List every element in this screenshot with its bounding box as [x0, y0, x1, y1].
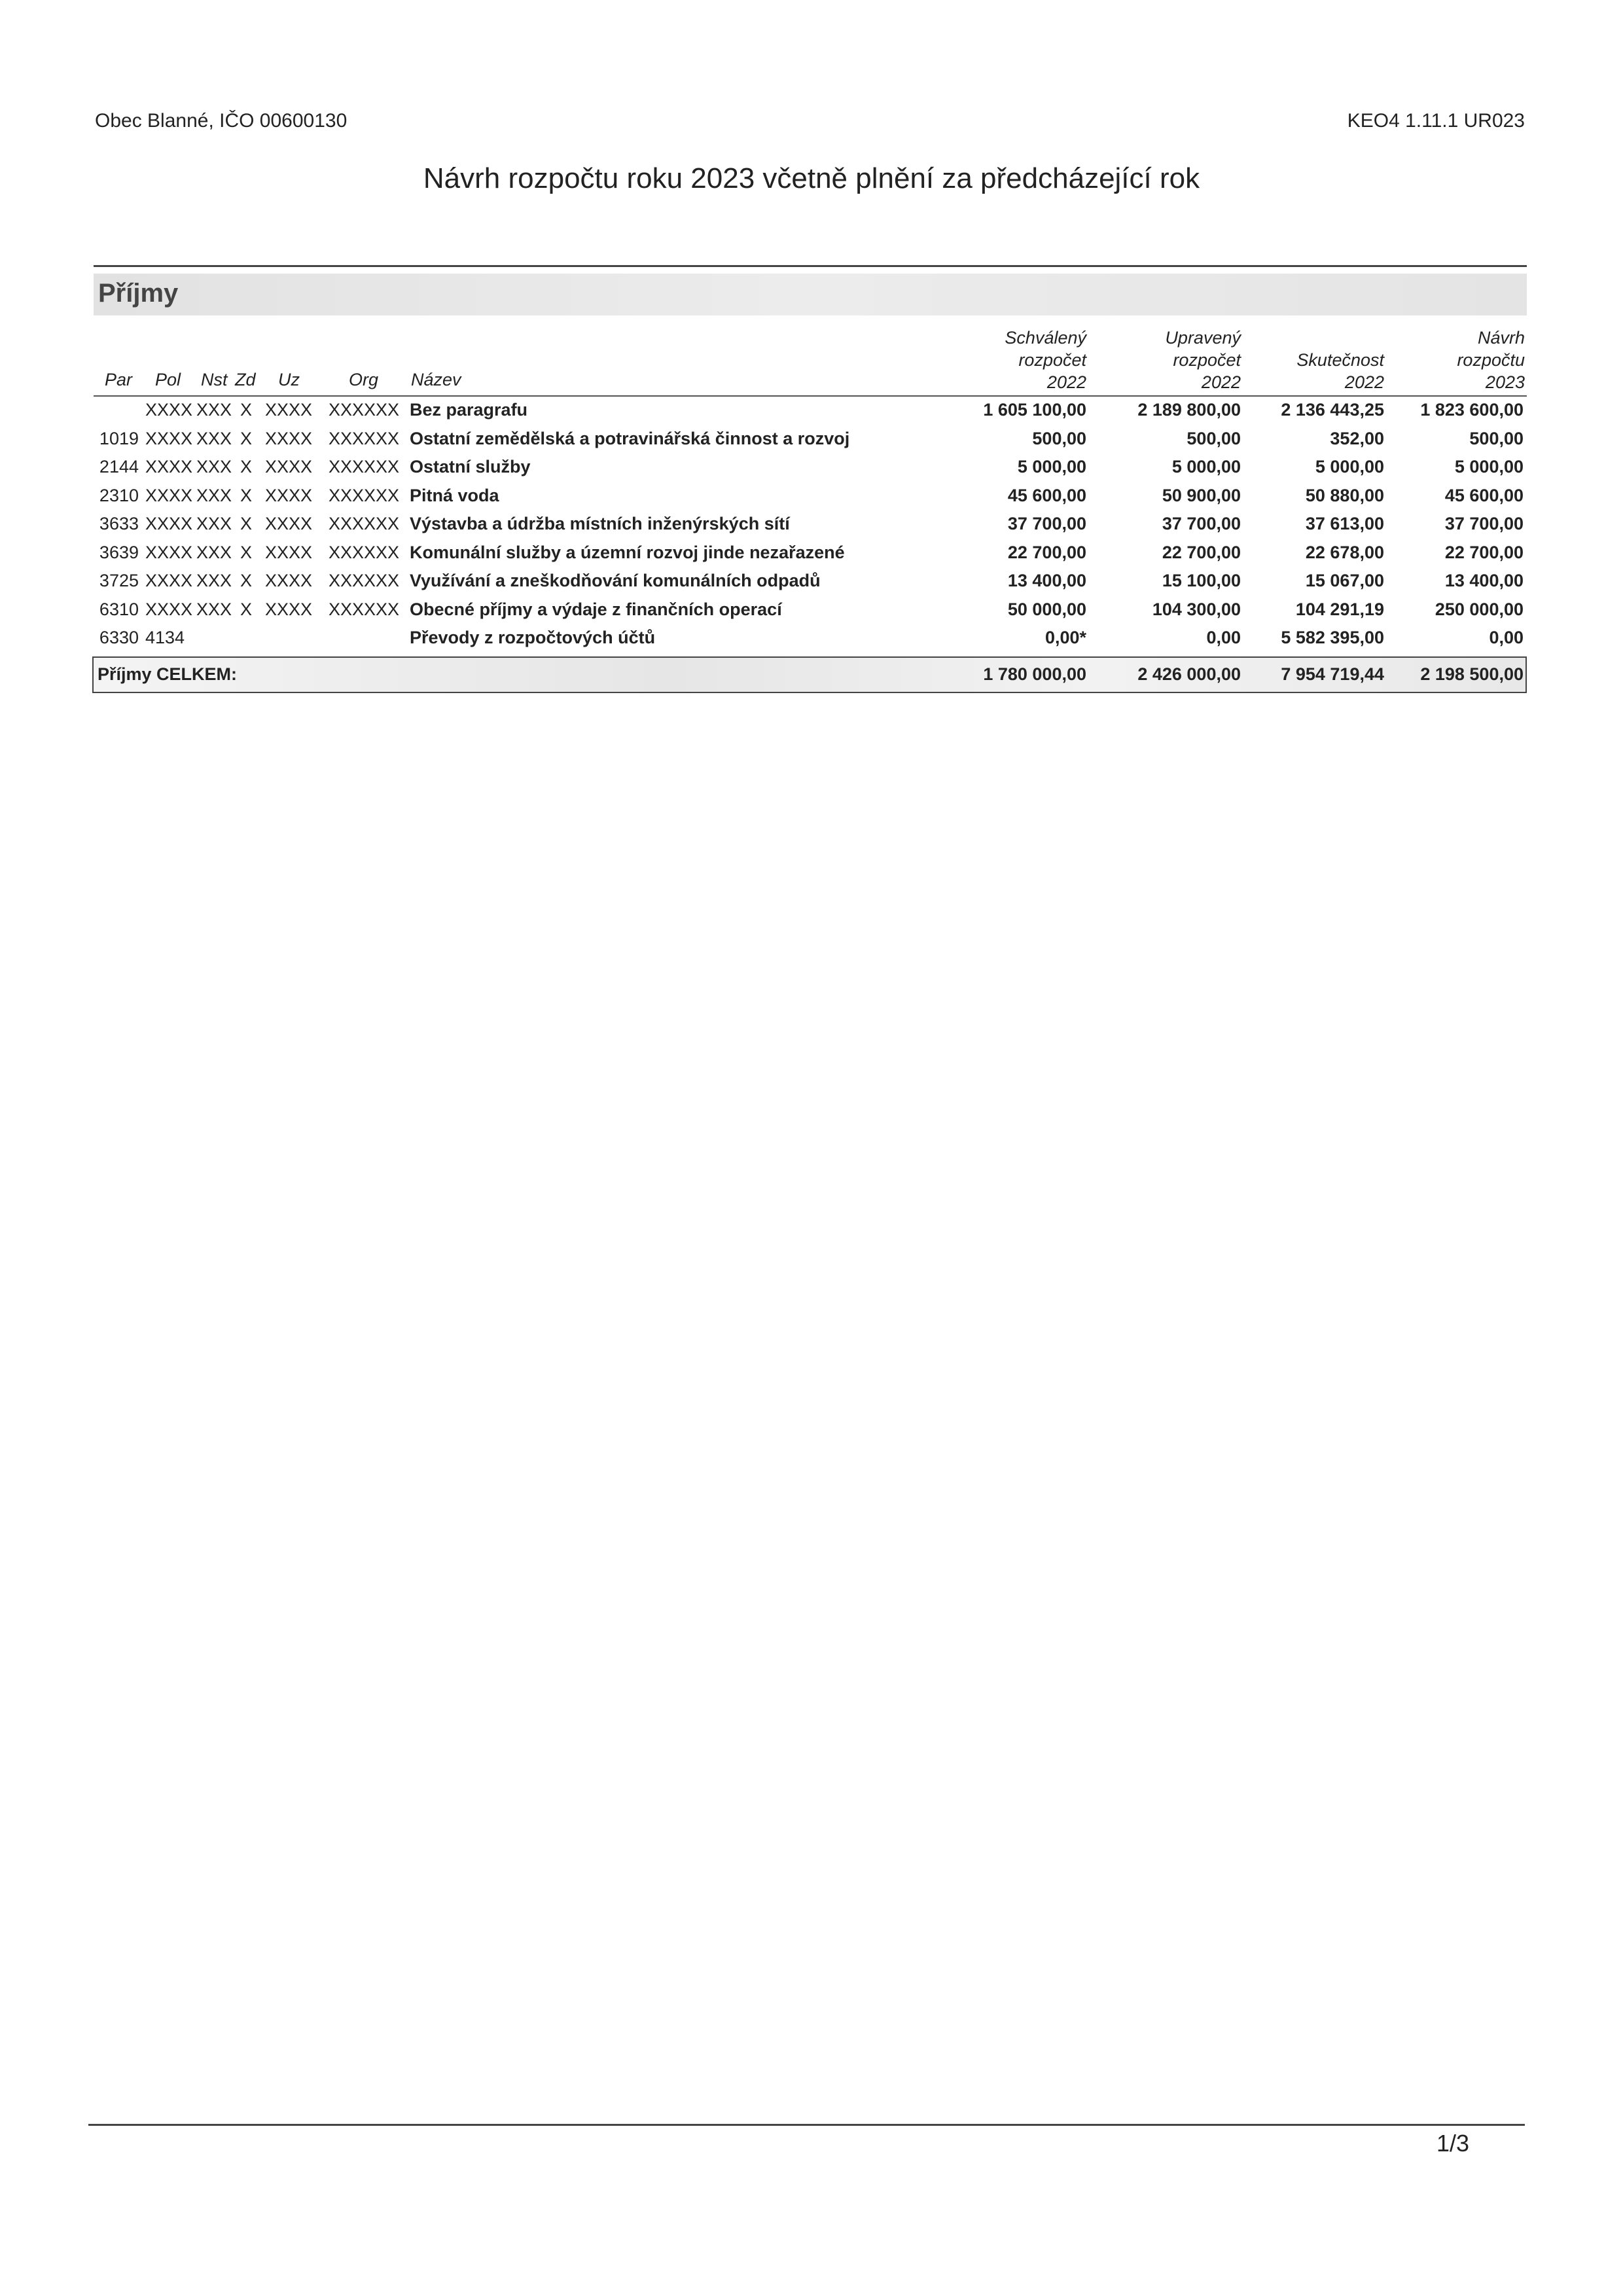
organization-header: Obec Blanné, IČO 00600130 — [95, 110, 348, 132]
row-uz-cell: XXXX — [265, 400, 313, 420]
row-upraveny-cell: 15 100,00 — [1162, 571, 1241, 590]
top-divider — [94, 265, 1527, 267]
row-navrh-cell: 500,00 — [1469, 428, 1524, 448]
row-org-cell: XXXXXX — [329, 457, 400, 476]
row-schvaleny-cell: 1 605 100,00 — [983, 400, 1086, 420]
row-par-cell: 3639 — [99, 542, 139, 562]
row-pol-cell: XXXX — [145, 457, 193, 476]
row-pol-cell: XXXX — [145, 542, 193, 562]
col-par: Par — [105, 370, 133, 389]
row-pol-cell: XXXX — [145, 485, 193, 505]
row-org-cell: XXXXXX — [329, 400, 400, 420]
row-par-cell: 1019 — [99, 428, 139, 448]
row-skutecnost-cell: 104 291,19 — [1295, 599, 1384, 619]
row-pol-cell: 4134 — [145, 628, 185, 647]
row-uz-cell: XXXX — [265, 514, 313, 533]
row-zd-cell: X — [240, 457, 253, 476]
row-upraveny-cell: 50 900,00 — [1162, 485, 1241, 505]
row-schvaleny-cell: 0,00* — [1044, 628, 1086, 647]
row-par-cell: 6330 — [99, 628, 139, 647]
row-schvaleny-cell: 5 000,00 — [1017, 457, 1086, 476]
col-org: Org — [349, 370, 379, 389]
row-skutecnost-cell: 5 000,00 — [1315, 457, 1384, 476]
total-label: Příjmy CELKEM: — [98, 664, 238, 684]
header-divider — [94, 395, 1527, 397]
row-zd-cell: X — [240, 428, 253, 448]
col-nst: Nst — [201, 370, 228, 389]
row-nst-cell: XXX — [196, 457, 232, 476]
row-org-cell: XXXXXX — [329, 428, 400, 448]
row-nst-cell: XXX — [196, 571, 232, 590]
row-schvaleny-cell: 22 700,00 — [1007, 542, 1086, 562]
row-pol-cell: XXXX — [145, 571, 193, 590]
row-nazev-cell: Ostatní služby — [410, 457, 531, 476]
row-schvaleny-cell: 50 000,00 — [1007, 599, 1086, 619]
row-schvaleny-cell: 13 400,00 — [1007, 571, 1086, 590]
row-nst-cell: XXX — [196, 400, 232, 420]
row-skutecnost-cell: 22 678,00 — [1305, 542, 1384, 562]
row-navrh-cell: 0,00 — [1489, 628, 1524, 647]
row-org-cell: XXXXXX — [329, 599, 400, 619]
col-upraveny-header: Upravený rozpočet 2022 — [1165, 328, 1241, 392]
row-skutecnost-cell: 352,00 — [1330, 428, 1384, 448]
total-upraveny: 2 426 000,00 — [1137, 664, 1241, 684]
row-uz-cell: XXXX — [265, 485, 313, 505]
row-par-cell: 2310 — [99, 485, 139, 505]
row-upraveny-cell: 500,00 — [1186, 428, 1241, 448]
row-nazev-cell: Využívání a zneškodňování komunálních odpadů — [410, 571, 821, 590]
row-nazev-cell: Ostatní zemědělská a potravinářská činnost a rozvoj — [410, 428, 850, 448]
section-title: Příjmy — [98, 279, 179, 308]
col-uz: Uz — [278, 370, 300, 389]
row-nst-cell: XXX — [196, 542, 232, 562]
row-org-cell: XXXXXX — [329, 485, 400, 505]
col-zd: Zd — [235, 370, 256, 389]
footer-divider — [88, 2124, 1525, 2126]
row-par-cell: 2144 — [99, 457, 139, 476]
section-bar — [94, 274, 1527, 315]
row-pol-cell: XXXX — [145, 428, 193, 448]
row-pol-cell: XXXX — [145, 400, 193, 420]
row-upraveny-cell: 5 000,00 — [1171, 457, 1241, 476]
report-code: KEO4 1.11.1 UR023 — [1347, 110, 1525, 132]
row-upraveny-cell: 0,00 — [1206, 628, 1241, 647]
row-skutecnost-cell: 50 880,00 — [1305, 485, 1384, 505]
row-zd-cell: X — [240, 400, 253, 420]
row-org-cell: XXXXXX — [329, 571, 400, 590]
row-nazev-cell: Bez paragrafu — [410, 400, 528, 420]
row-nazev-cell: Výstavba a údržba místních inženýrských sítí — [410, 514, 790, 533]
row-upraveny-cell: 22 700,00 — [1162, 542, 1241, 562]
col-nazev: Název — [411, 370, 461, 389]
total-schvaleny: 1 780 000,00 — [983, 664, 1086, 684]
row-pol-cell: XXXX — [145, 514, 193, 533]
row-uz-cell: XXXX — [265, 542, 313, 562]
row-nazev-cell: Pitná voda — [410, 485, 499, 505]
row-schvaleny-cell: 500,00 — [1032, 428, 1086, 448]
col-navrh-header: Návrh rozpočtu 2023 — [1457, 328, 1525, 392]
row-org-cell: XXXXXX — [329, 542, 400, 562]
row-skutecnost-cell: 37 613,00 — [1305, 514, 1384, 533]
row-schvaleny-cell: 37 700,00 — [1007, 514, 1086, 533]
row-skutecnost-cell: 2 136 443,25 — [1281, 400, 1384, 420]
row-nst-cell: XXX — [196, 514, 232, 533]
page-title: Návrh rozpočtu roku 2023 včetně plnění za předcházející rok — [423, 162, 1200, 194]
row-par-cell: 3725 — [99, 571, 139, 590]
row-zd-cell: X — [240, 485, 253, 505]
row-navrh-cell: 22 700,00 — [1444, 542, 1524, 562]
row-nst-cell: XXX — [196, 485, 232, 505]
row-uz-cell: XXXX — [265, 457, 313, 476]
row-navrh-cell: 13 400,00 — [1444, 571, 1524, 590]
row-pol-cell: XXXX — [145, 599, 193, 619]
row-upraveny-cell: 2 189 800,00 — [1137, 400, 1241, 420]
row-org-cell: XXXXXX — [329, 514, 400, 533]
page-number: 1/3 — [1436, 2130, 1470, 2157]
row-par-cell: 3633 — [99, 514, 139, 533]
row-nazev-cell: Obecné příjmy a výdaje z finančních operací — [410, 599, 782, 619]
row-upraveny-cell: 104 300,00 — [1152, 599, 1241, 619]
row-navrh-cell: 1 823 600,00 — [1420, 400, 1524, 420]
row-zd-cell: X — [240, 571, 253, 590]
total-navrh: 2 198 500,00 — [1420, 664, 1524, 684]
col-schvaleny-header: Schválený rozpočet 2022 — [1005, 328, 1086, 392]
row-skutecnost-cell: 15 067,00 — [1305, 571, 1384, 590]
row-nst-cell: XXX — [196, 428, 232, 448]
row-zd-cell: X — [240, 542, 253, 562]
row-uz-cell: XXXX — [265, 571, 313, 590]
row-navrh-cell: 37 700,00 — [1444, 514, 1524, 533]
row-par-cell: 6310 — [99, 599, 139, 619]
row-nst-cell: XXX — [196, 599, 232, 619]
row-nazev-cell: Komunální služby a územní rozvoj jinde nezařazené — [410, 542, 845, 562]
row-navrh-cell: 250 000,00 — [1435, 599, 1524, 619]
row-zd-cell: X — [240, 599, 253, 619]
col-pol: Pol — [155, 370, 181, 389]
row-zd-cell: X — [240, 514, 253, 533]
row-navrh-cell: 5 000,00 — [1454, 457, 1524, 476]
row-nazev-cell: Převody z rozpočtových účtů — [410, 628, 656, 647]
row-upraveny-cell: 37 700,00 — [1162, 514, 1241, 533]
row-schvaleny-cell: 45 600,00 — [1007, 485, 1086, 505]
row-skutecnost-cell: 5 582 395,00 — [1281, 628, 1384, 647]
row-uz-cell: XXXX — [265, 428, 313, 448]
total-skutecnost: 7 954 719,44 — [1281, 664, 1384, 684]
row-uz-cell: XXXX — [265, 599, 313, 619]
row-navrh-cell: 45 600,00 — [1444, 485, 1524, 505]
col-skutecnost-header: Skutečnost 2022 — [1296, 350, 1384, 392]
